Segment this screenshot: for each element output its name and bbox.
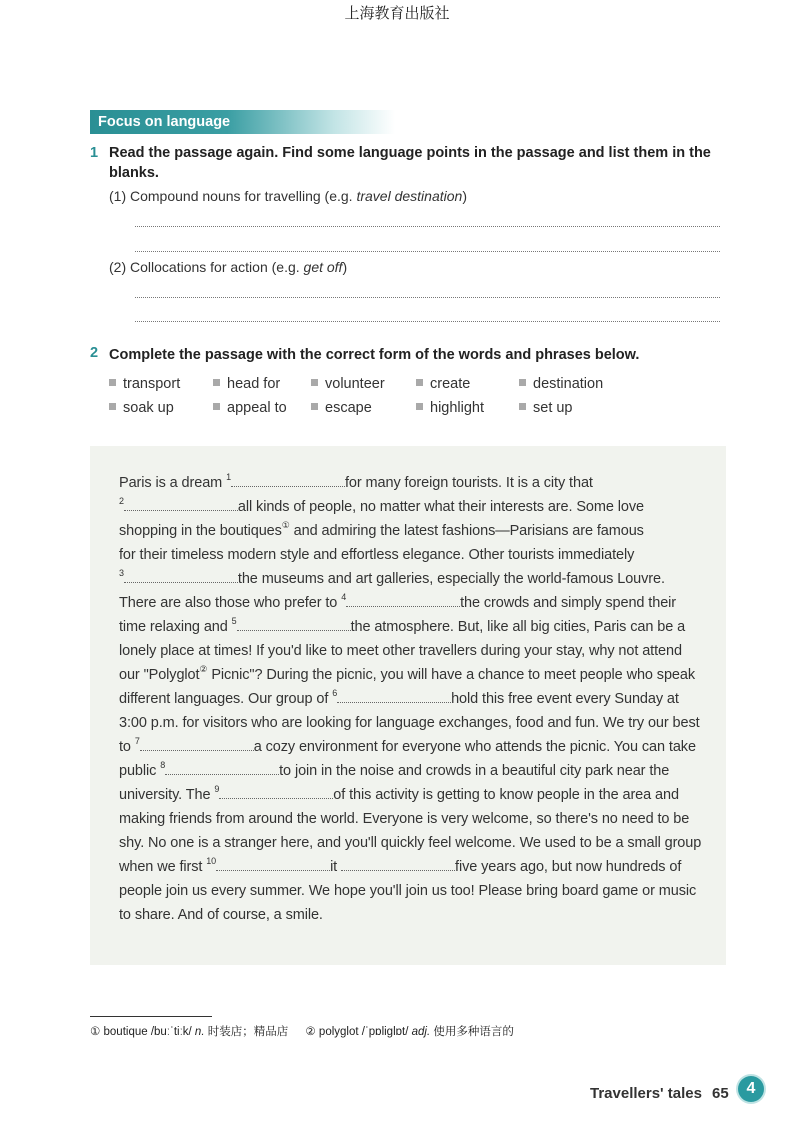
q1-sub-2 xyxy=(109,259,347,275)
section-title: Focus on language xyxy=(90,110,395,134)
question-1-instruction: Read the passage again. Find some language points in the passage and list them in the blanks. xyxy=(109,145,711,181)
word-bank-item: escape xyxy=(311,400,372,416)
footnotes xyxy=(90,1023,528,1039)
word-bank-item: highlight xyxy=(416,400,484,416)
footnote-divider xyxy=(90,1016,212,1017)
q1-sub-1-example: travel destination xyxy=(356,188,463,204)
footnote-boutique: ① boutique /buːˈtiːk/ n. 时装店；精品店 xyxy=(90,1026,289,1038)
page-number: 65 xyxy=(712,1085,729,1102)
blank-5[interactable] xyxy=(237,616,351,631)
q1-sub-2-label: (2) Collocations for action (e.g. xyxy=(109,259,304,275)
blank-6[interactable] xyxy=(337,688,451,703)
answer-line[interactable] xyxy=(135,226,720,227)
answer-line[interactable] xyxy=(135,321,720,322)
blank-1[interactable] xyxy=(231,472,345,487)
q1-sub-1-close: ) xyxy=(462,188,467,204)
q1-sub-2-example: get off xyxy=(303,259,343,275)
word-bank-item: destination xyxy=(519,376,603,392)
question-2-instruction: Complete the passage with the correct form of the words and phrases below. xyxy=(109,347,640,363)
blank-9[interactable] xyxy=(219,784,333,799)
unit-title: Travellers' tales xyxy=(590,1085,702,1102)
unit-number-badge: 4 xyxy=(738,1076,764,1102)
word-bank-item: set up xyxy=(519,400,573,416)
word-bank-item: volunteer xyxy=(311,376,385,392)
publisher-header: 上海教育出版社 xyxy=(344,4,450,22)
cloze-passage: Paris is a dream $^1$ for many foreign tourists. It is a city that $^2$ all kinds of people, no matter what their interests are. Some love shopping in the boutiques① and admiring the latest fashions—Parisians are famous for their timeless modern style and effortless elegance. Other tourists immediately $^3$ the museums and art galleries, especially the world-famous Louvre. There are also those who prefer to $^4$ the crowds and simply spend their time relaxing and $^5$ the atmosphere. But, like all big cities, Paris can be a lonely place at times! If you'd like to meet other travellers during your stay, why not attend our "Polyglot② Picnic"? During the picnic, you will have a chance to meet people who speak different languages. Our group of $^6$ hold this free event every Sunday at 3:00 p.m. for visitors who are looking for language exchanges, food and fun. We try our best to $^7$ a cozy environment for everyone who attends the picnic. You can take public $^8$ to join in the noise and crowds in a beautiful city park near the university. The $^9$ of this activity is getting to know people in the area and making friends from around the world. Everyone is very welcome, so there's no need to be shy. No one is a stranger here, and you'll quickly feel welcome. We used to be a small group when we first $^{10}$ it five years ago, but now hundreds of people join us every summer. We hope you'll join us too! Please bring board game or music to share. And of course, a smile. xyxy=(119,472,702,923)
question-1-number: 1 xyxy=(90,145,99,161)
blank-10b[interactable] xyxy=(341,856,455,871)
blank-4[interactable] xyxy=(346,592,460,607)
q1-sub-1-label: (1) Compound nouns for travelling (e.g. xyxy=(109,188,357,204)
q1-sub-1 xyxy=(109,188,467,204)
q1-sub-2-close: ) xyxy=(342,259,348,275)
word-bank-item: transport xyxy=(109,376,180,392)
footnote-polyglot: ② polyglot /ˈpɒliglɒt/ adj. 使用多种语言的 xyxy=(305,1026,514,1038)
word-bank-item: create xyxy=(416,376,470,392)
blank-7[interactable] xyxy=(140,736,254,751)
blank-8[interactable] xyxy=(165,760,279,775)
word-bank-item: appeal to xyxy=(213,400,287,416)
blank-2[interactable] xyxy=(124,496,238,511)
blank-10a[interactable] xyxy=(216,856,330,871)
blank-3[interactable] xyxy=(124,568,238,583)
answer-line[interactable] xyxy=(135,297,720,298)
word-bank-item: head for xyxy=(213,376,280,392)
answer-line[interactable] xyxy=(135,251,720,252)
question-2-number: 2 xyxy=(90,345,99,361)
word-bank-item: soak up xyxy=(109,400,174,416)
